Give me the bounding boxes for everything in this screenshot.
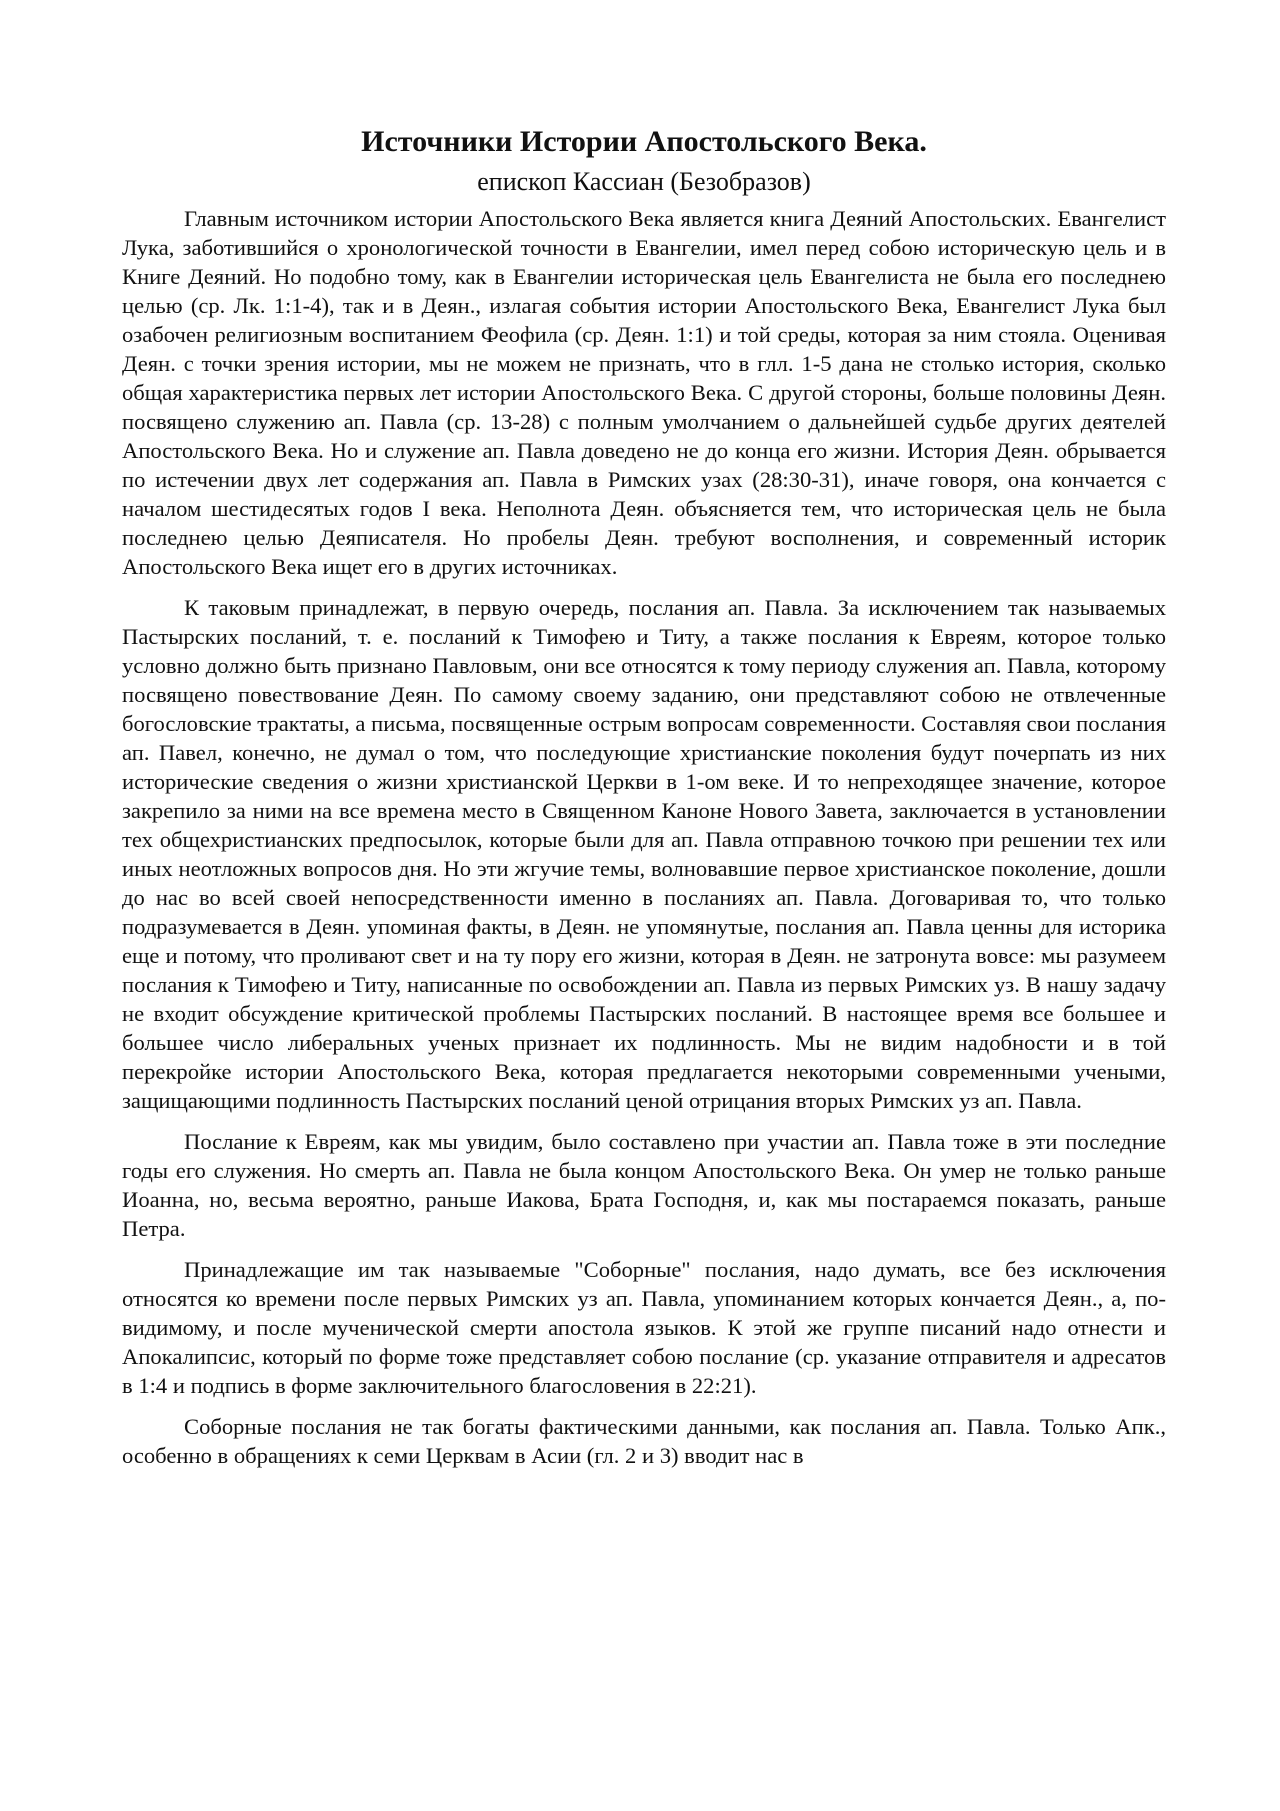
paragraph: Соборные послания не так богаты фактическими данными, как послания ап. Павла. Только Апк., особенно в обращениях к семи Церквам в Асии (гл. 2 и 3) вводит нас в: [122, 1414, 1166, 1468]
paragraph: Послание к Евреям, как мы увидим, было составлено при участии ап. Павла тоже в эти последние годы его служения. Но смерть ап. Павла не была концом Апостольского Века. Он умер не только раньше Иоанна, но, весьма вероятно, раньше Иакова, Брата Господня, и, как мы постараемся показать, раньше Петра.: [122, 1129, 1166, 1241]
paragraph: К таковым принадлежат, в первую очередь, послания ап. Павла. За исключением так называемых Пастырских посланий, т. е. посланий к Тимофею и Титу, а также послания к Евреям, которое только условно должно быть признано Павловым, они все относятся к тому периоду служения ап. Павла, которому посвящено повествование Деян. По самому своему заданию, они представляют собою не отвлеченные богословские трактаты, а письма, посвященные острым вопросам современности. Составляя свои послания ап. Павел, конечно, не думал о том, что последующие христианские поколения будут почерпать из них исторические сведения о жизни христианской Церкви в 1-ом веке. И то непреходящее значение, которое закрепило за ними на все времена место в Священном Каноне Нового Завета, заключается в установлении тех общехристианских предпосылок, которые были для ап. Павла отправною точкою при решении тех или иных неотложных вопросов дня. Но эти жгучие темы, волновавшие первое христианское поколение, дошли до нас во всей своей непосредственности именно в посланиях ап. Павла. Договаривая то, что только подразумевается в Деян. упоминая факты, в Деян. не упомянутые, послания ап. Павла ценны для историка еще и потому, что проливают свет и на ту пору его жизни, которая в Деян. не затронута вовсе: мы разумеем послания к Тимофею и Титу, написанные по освобождении ап. Павла из первых Римских уз. В нашу задачу не входит обсуждение критической проблемы Пастырских посланий. В настоящее время все большее и большее число либеральных ученых признает их подлинность. Мы не видим надобности и в той перекройке истории Апостольского Века, которая предлагается некоторыми современными учеными, защищающими подлинность Пастырских посланий ценой отрицания вторых Римских уз ап. Павла.: [122, 595, 1166, 1113]
document-page: [122, 124, 1166, 1482]
document-title: Источники Истории Апостольского Века.: [361, 125, 927, 158]
paragraph: Главным источником истории Апостольского Века является книга Деяний Апостольских. Евангелист Лука, заботившийся о хронологической точности в Евангелии, имел перед собою историческую цель и в Книге Деяний. Но подобно тому, как в Евангелии историческая цель Евангелиста не была его последнею целью (ср. Лк. 1:1-4), так и в Деян., излагая события истории Апостольского Века, Евангелист Лука был озабочен религиозным воспитанием Феофила (ср. Деян. 1:1) и той среды, которая за ним стояла. Оценивая Деян. с точки зрения истории, мы не можем не признать, что в глл. 1-5 дана не столько история, сколько общая характеристика первых лет истории Апостольского Века. С другой стороны, больше половины Деян. посвящено служению ап. Павла (ср. 13-28) с полным умолчанием о дальнейшей судьбе других деятелей Апостольского Века. Но и служение ап. Павла доведено не до конца его жизни. История Деян. обрывается по истечении двух лет содержания ап. Павла в Римских узах (28:30-31), иначе говоря, она кончается с началом шестидесятых годов I века. Неполнота Деян. объясняется тем, что историческая цель не была последнею целью Деяписателя. Но пробелы Деян. требуют восполнения, и современный историк Апостольского Века ищет его в других источниках.: [122, 206, 1166, 579]
document-author: епископ Кассиан (Безобразов): [477, 167, 811, 196]
paragraph: Принадлежащие им так называемые "Соборные" послания, надо думать, все без исключения относятся ко времени после первых Римских уз ап. Павла, упоминанием которых кончается Деян., а, по-видимому, и после мученической смерти апостола языков. К этой же группе писаний надо отнести и Апокалипсис, который по форме тоже представляет собою послание (ср. указание отправителя и адресатов в 1:4 и подпись в форме заключительного благословения в 22:21).: [122, 1257, 1166, 1398]
